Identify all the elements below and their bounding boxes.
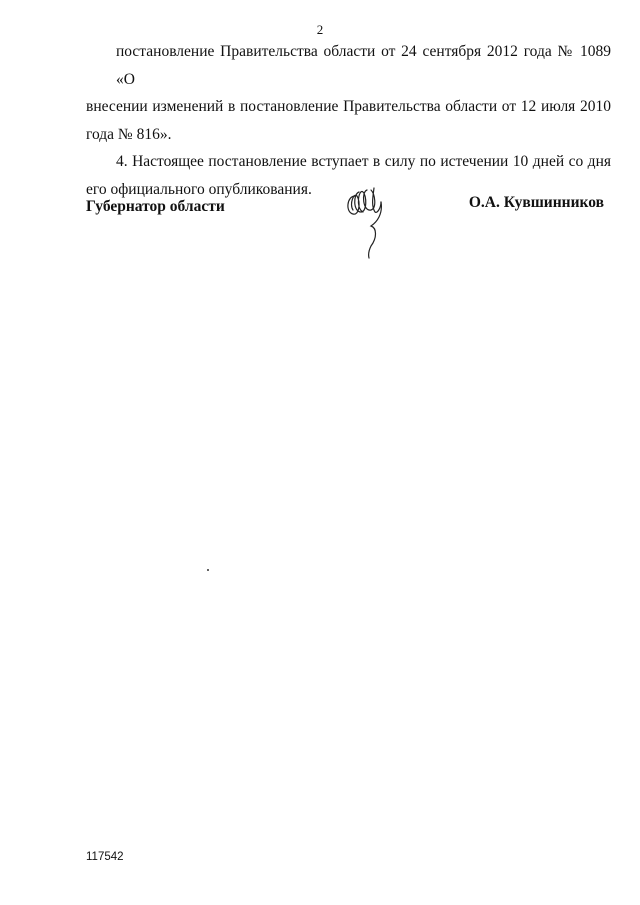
paragraph-1-line-3: года № 816». [86,125,172,143]
paragraph-1-line-2: внесении изменений в постановление Правительства области от 12 июля 2010 [86,98,611,115]
stray-mark [207,569,209,571]
paragraph-2-line-2: его официального опубликования. [86,180,312,198]
page-number: 2 [316,22,324,37]
position-title: Губернатор области [86,198,225,215]
document-body [86,38,611,203]
paragraph-1-line-1: постановление Правительства области от 24 сентября 2012 года № 1089 «О [116,43,611,88]
signer-name: О.А. Кувшинников [468,194,604,211]
handwritten-signature [341,182,391,260]
signature-block [86,190,604,270]
document-code: 117542 [86,851,124,863]
paragraph-2-line-1: 4. Настоящее постановление вступает в силу по истечении 10 дней со дня [116,153,611,170]
